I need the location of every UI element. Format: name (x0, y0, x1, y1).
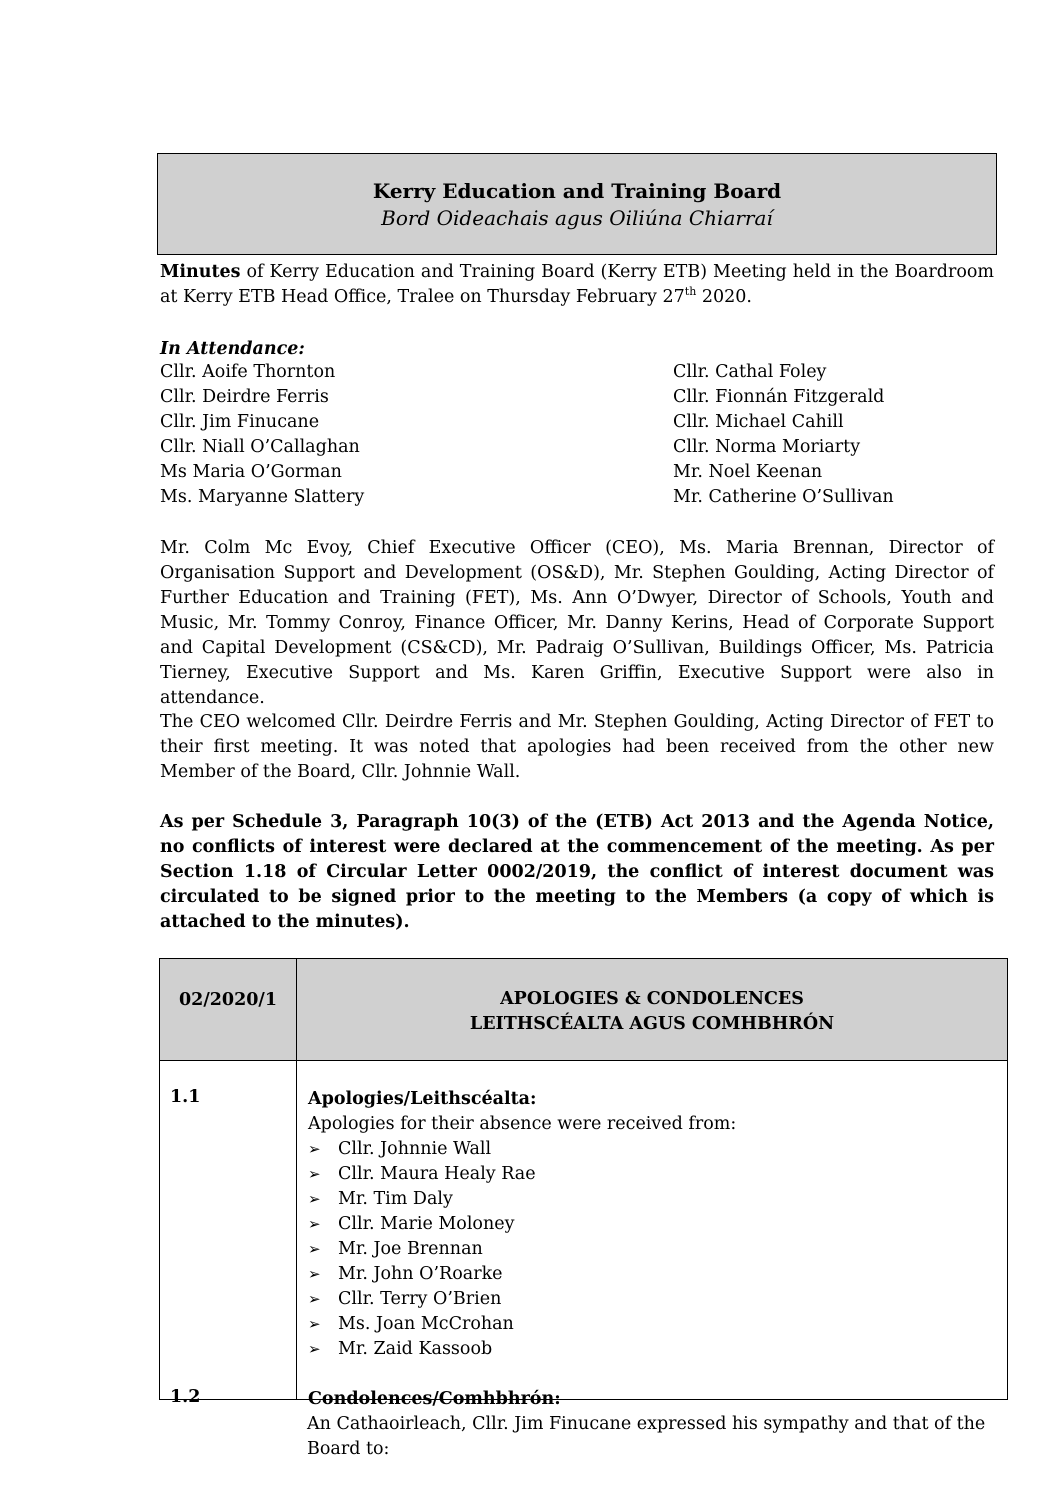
list-item: ➢ Mr. Zaid Kassoob (308, 1337, 998, 1362)
row-number: 1.2 (170, 1387, 201, 1407)
attendance-left-list (160, 360, 364, 510)
attendee: Ms. Maryanne Slattery (160, 487, 365, 507)
arrow-bullet-icon: ➢ (308, 1140, 321, 1158)
arrow-bullet-icon: ➢ (308, 1190, 321, 1208)
intro-text-end: 2020. (696, 287, 752, 307)
condolences-heading: Condolences/Comhbhrón: (308, 1389, 561, 1409)
list-item: ➢ Mr. Joe Brennan (308, 1237, 998, 1262)
arrow-bullet-icon: ➢ (308, 1290, 321, 1308)
intro-sup: th (684, 285, 697, 299)
agenda-item-number: 02/2020/1 (178, 990, 278, 1010)
arrow-bullet-icon: ➢ (308, 1240, 321, 1258)
conflict-of-interest-paragraph: As per Schedule 3, Paragraph 10(3) of the (ETB) Act 2013 and the Agenda Notice, no conflicts of interest were declared at the commencement of the meeting. As per Section 1.18 of Circular Letter 0002/2019, the conflict of interest document was circulated to be signed prior to the meeting to the Members (a copy of which is attached to the minutes). (160, 812, 994, 932)
attendee: Cllr. Niall O’Callaghan (160, 437, 360, 457)
arrow-bullet-icon: ➢ (308, 1265, 321, 1283)
arrow-bullet-icon: ➢ (308, 1165, 321, 1183)
welcome-paragraph: The CEO welcomed Cllr. Deirdre Ferris and Mr. Stephen Goulding, Acting Director of FET to their first meeting. It was noted that apologies had been received from the other new Member of the Board, Cllr. Johnnie Wall. (160, 712, 994, 782)
board-title: Kerry Education and Training Board (372, 179, 782, 203)
attendee: Cllr. Fionnán Fitzgerald (673, 387, 885, 407)
attendee: Cllr. Jim Finucane (160, 412, 320, 432)
attendee: Cllr. Michael Cahill (673, 412, 844, 432)
arrow-bullet-icon: ➢ (308, 1340, 321, 1358)
list-item: ➢ Mr. Tim Daly (308, 1187, 998, 1212)
list-item: ➢ Mr. John O’Roarke (308, 1262, 998, 1287)
agenda-item-title: APOLOGIES & CONDOLENCES (500, 989, 804, 1009)
attendance-right-list (673, 360, 894, 510)
list-item: ➢ Cllr. Maura Healy Rae (308, 1162, 998, 1187)
list-item: ➢ Cllr. Terry O’Brien (308, 1287, 998, 1312)
list-item: ➢ Cllr. Johnnie Wall (308, 1137, 998, 1162)
attendee: Ms Maria O’Gorman (160, 462, 342, 482)
intro-text: of Kerry Education and Training Board (Kerry ETB) Meeting held in the Boardroom at Kerry ETB Head Office, Tralee on Thursday February 27 (160, 262, 994, 307)
condolences-cell (308, 1387, 998, 1412)
attendee: Mr. Catherine O’Sullivan (673, 487, 894, 507)
list-item: ➢ Ms. Joan McCrohan (308, 1312, 998, 1337)
list-item: ➢ Cllr. Marie Moloney (308, 1212, 998, 1237)
board-title-irish: Bord Oideachais agus Oiliúna Chiarraí (381, 206, 773, 230)
row-number: 1.1 (170, 1087, 201, 1107)
arrow-bullet-icon: ➢ (308, 1315, 321, 1333)
document-header (157, 153, 997, 255)
intro-lead: Minutes (160, 262, 241, 282)
attendance-heading: In Attendance: (160, 339, 305, 359)
staff-paragraph: Mr. Colm Mc Evoy, Chief Executive Officer (CEO), Ms. Maria Brennan, Director of Organisation Support and Development (OS&D), Mr. Stephen Goulding, Acting Director of Further Education and Training (FET), Ms. Ann O’Dwyer, Director of Schools, Youth and Music, Mr. Tommy Conroy, Finance Officer, Mr. Danny Kerins, Head of Corporate Support and Capital Development (CS&CD), Mr. Padraig O’Sullivan, Buildings Officer, Ms. Patricia Tierney, Executive Support and Ms. Karen Griffin, Executive Support were also in attendance. (160, 538, 994, 708)
agenda-item-title-irish: LEITHSCÉALTA AGUS COMHBHRÓN (469, 1014, 835, 1034)
apologies-cell (308, 1087, 998, 1362)
attendee: Cllr. Norma Moriarty (673, 437, 861, 457)
apologies-text: Apologies for their absence were received from: (308, 1114, 737, 1134)
agenda-item-table (159, 958, 1008, 1409)
apologies-heading: Apologies/Leithscéalta: (308, 1089, 537, 1109)
attendee: Mr. Noel Keenan (673, 462, 823, 482)
arrow-bullet-icon: ➢ (308, 1215, 321, 1233)
apologies-list (308, 1137, 998, 1362)
condolences-text: An Cathaoirleach, Cllr. Jim Finucane expressed his sympathy and that of the Board to: (307, 1414, 986, 1459)
attendee: Cllr. Deirdre Ferris (160, 387, 329, 407)
attendee: Cllr. Cathal Foley (673, 362, 827, 382)
intro-paragraph (160, 260, 994, 310)
attendee: Cllr. Aoife Thornton (160, 362, 336, 382)
